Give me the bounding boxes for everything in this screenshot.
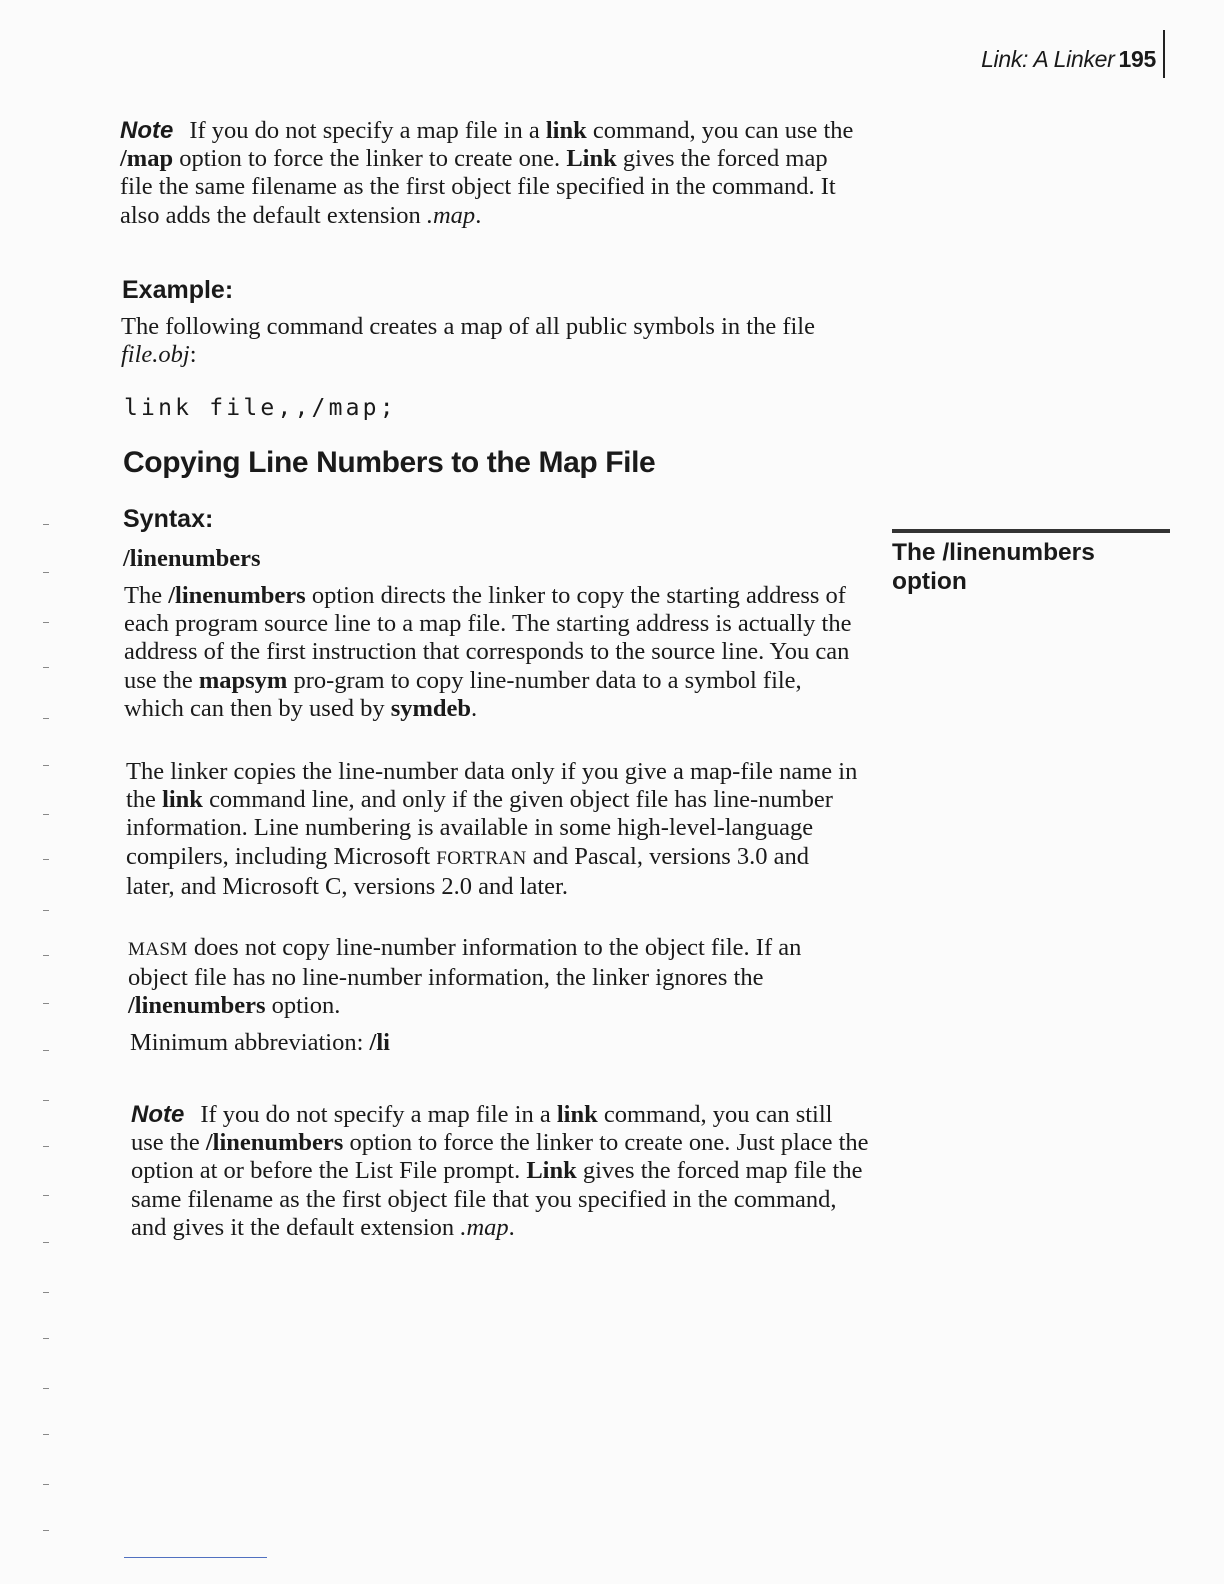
note-text: option to force the linker to create one. Just place the option at or before the List File prompt. <box>131 1129 869 1185</box>
note-text: gives the forced map file the same filename as the first object file specified in the command. It also adds the default extension <box>120 145 836 229</box>
binding-mark <box>43 718 49 719</box>
running-header <box>981 46 1156 73</box>
product-fortran: FORTRAN <box>436 847 527 869</box>
keyword-symdeb: symdeb <box>390 694 472 722</box>
binding-mark <box>43 572 49 573</box>
keyword-link: link <box>545 117 587 144</box>
page-number: 195 <box>1118 46 1156 72</box>
body-text: The <box>124 582 169 609</box>
keyword-linenumbers: /linenumbers <box>205 1129 344 1157</box>
note-paragraph-linenumbers <box>131 1101 871 1242</box>
minimum-abbreviation <box>130 1029 390 1057</box>
binding-mark <box>43 667 49 668</box>
binding-mark <box>43 1338 49 1339</box>
keyword-linenumbers: /linenumbers <box>168 582 306 609</box>
note-text: If you do not specify a map file in a <box>189 117 546 144</box>
section-title: Copying Line Numbers to the Map File <box>123 446 656 479</box>
binding-mark <box>43 1146 49 1147</box>
binding-mark <box>43 1484 49 1485</box>
binding-mark <box>43 1434 49 1435</box>
binding-mark <box>43 622 49 623</box>
binding-mark <box>43 1292 49 1293</box>
abbreviation-label: Minimum abbreviation: <box>130 1029 370 1056</box>
binding-mark <box>43 859 49 860</box>
keyword-link: Link <box>566 145 617 173</box>
note-text: If you do not specify a map file in a <box>200 1101 557 1128</box>
extension-map: .map <box>460 1213 509 1241</box>
keyword-link: link <box>556 1101 598 1128</box>
header-title: Link: A Linker <box>981 46 1115 72</box>
body-text: The linker copies the line-number data only if you give a map-file name in the <box>126 758 858 814</box>
binding-mark <box>43 1100 49 1101</box>
body-text: and Pascal, versions 3.0 and later, and Microsoft C, versions 2.0 and later. <box>126 842 810 900</box>
binding-mark <box>43 955 49 956</box>
body-text: command line, and only if the given object file has line-number information. Line numbering is available in some high-level-language compilers, including Microsoft <box>126 786 833 870</box>
note-text: . <box>508 1213 515 1241</box>
extension-map: .map <box>426 201 476 229</box>
binding-mark <box>43 1003 49 1004</box>
body-text: option directs the linker to copy the starting address of each program source line to a map file. The starting address is actually the address of the first instruction that corresponds to the source line. You can use the <box>124 582 852 694</box>
example-text: The following command creates a map of all public symbols in the file <box>121 313 815 340</box>
binding-mark <box>43 1388 49 1389</box>
keyword-link: Link <box>526 1157 577 1185</box>
syntax-option: /linenumbers <box>123 545 261 572</box>
example-description <box>121 313 866 369</box>
body-text: . <box>471 694 478 722</box>
product-masm: MASM <box>128 939 188 960</box>
note-text: option to force the linker to create one. <box>173 145 567 173</box>
note-text: command, you can still use the <box>131 1101 833 1157</box>
body-text: does not copy line-number information to the object file. If an object file has no line-number information, the linker ignores the <box>128 934 802 992</box>
note-paragraph-map <box>120 117 865 230</box>
note-text: command, you can use the <box>586 117 854 144</box>
keyword-link: link <box>162 786 203 814</box>
keyword-linenumbers: /linenumbers <box>128 992 266 1020</box>
linenumbers-conditions <box>126 758 861 901</box>
masm-paragraph <box>128 934 863 1021</box>
note-text: gives the forced map file the same filename as the first object file that you specified in the command, and gives it the default extension <box>131 1157 863 1241</box>
binding-mark <box>43 1242 49 1243</box>
footer-rule <box>124 1557 267 1558</box>
binding-mark <box>43 910 49 911</box>
binding-mark <box>43 1195 49 1196</box>
binding-mark <box>43 524 49 525</box>
body-text: option. <box>265 992 341 1020</box>
example-command: link file,,/map; <box>124 395 397 421</box>
binding-mark <box>43 765 49 766</box>
linenumbers-description <box>124 582 854 723</box>
syntax-heading: Syntax: <box>123 505 214 533</box>
keyword-map-option: /map <box>120 145 174 173</box>
margin-head-rule <box>892 529 1170 533</box>
filename-file-obj: file.obj <box>121 341 190 369</box>
body-text: pro-gram to copy line-number data to a symbol file, which can then by used by <box>124 666 802 722</box>
note-label: Note <box>131 1101 185 1128</box>
binding-mark <box>43 814 49 815</box>
margin-head: The /linenumbers option <box>892 539 1095 595</box>
header-rule <box>1163 30 1165 78</box>
example-heading: Example: <box>122 276 234 304</box>
note-text: . <box>475 201 482 229</box>
binding-mark <box>43 1530 49 1531</box>
example-text: : <box>189 341 197 369</box>
abbreviation-value: /li <box>369 1029 390 1056</box>
note-label: Note <box>120 117 174 144</box>
keyword-mapsym: mapsym <box>198 666 288 694</box>
binding-mark <box>43 1050 49 1051</box>
